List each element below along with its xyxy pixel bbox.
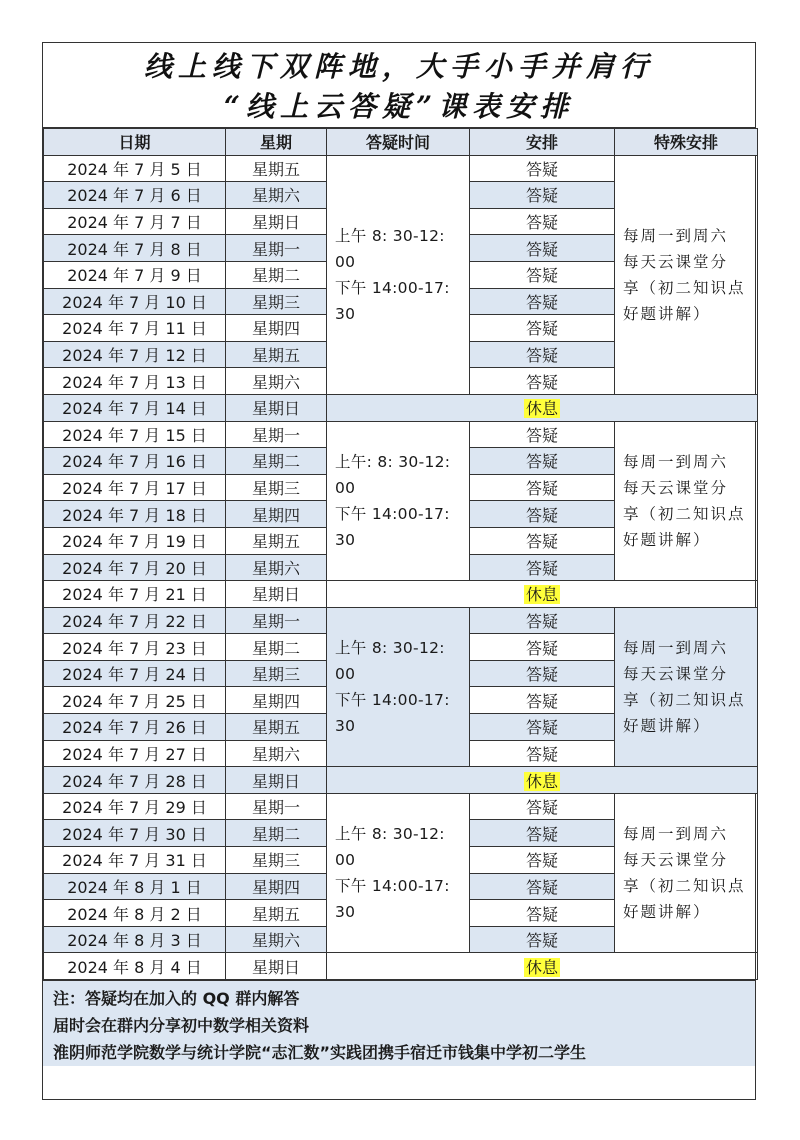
date-cell: 2024 年 7 月 28 日 <box>44 767 226 794</box>
arrangement-cell: 答疑 <box>470 501 615 528</box>
time-line: 上午 8: 30-12: <box>335 825 445 844</box>
arrangement-cell: 答疑 <box>470 288 615 315</box>
special-cell <box>615 607 758 767</box>
date-cell: 2024 年 7 月 15 日 <box>44 421 226 448</box>
rest-cell <box>327 953 758 980</box>
date-cell: 2024 年 7 月 16 日 <box>44 448 226 475</box>
rest-row <box>44 953 758 980</box>
time-line: 下午 14:00-17: <box>335 504 450 523</box>
arrangement-cell: 答疑 <box>470 793 615 820</box>
weekday-cell: 星期五 <box>226 155 327 182</box>
weekday-cell: 星期日 <box>226 953 327 980</box>
special-cell <box>615 155 758 394</box>
time-line: 下午 14:00-17: <box>335 278 450 297</box>
special-line: 好题讲解） <box>623 716 711 735</box>
arrangement-cell: 答疑 <box>470 607 615 634</box>
weekday-cell: 星期六 <box>226 554 327 581</box>
rest-label: 休息 <box>525 957 558 977</box>
arrangement-cell: 答疑 <box>470 474 615 501</box>
weekday-cell: 星期六 <box>226 740 327 767</box>
arrangement-cell: 答疑 <box>470 527 615 554</box>
date-cell: 2024 年 7 月 17 日 <box>44 474 226 501</box>
time-line: 上午 8: 30-12: <box>335 638 445 657</box>
arrangement-cell: 答疑 <box>470 341 615 368</box>
header-arrangement: 安排 <box>470 129 615 156</box>
schedule-sheet <box>42 42 756 1100</box>
rest-label: 休息 <box>525 771 558 791</box>
special-line: 好题讲解） <box>623 530 711 549</box>
header-date: 日期 <box>44 129 226 156</box>
time-line: 下午 14:00-17: <box>335 690 450 709</box>
time-cell <box>327 421 470 581</box>
arrangement-cell: 答疑 <box>470 182 615 209</box>
special-cell <box>615 421 758 581</box>
arrangement-cell: 答疑 <box>470 155 615 182</box>
date-cell: 2024 年 7 月 26 日 <box>44 714 226 741</box>
special-cell <box>615 793 758 953</box>
weekday-cell: 星期一 <box>226 235 327 262</box>
weekday-cell: 星期六 <box>226 182 327 209</box>
date-cell: 2024 年 7 月 10 日 <box>44 288 226 315</box>
arrangement-cell: 答疑 <box>470 740 615 767</box>
header-time: 答疑时间 <box>327 129 470 156</box>
table-row <box>44 421 758 448</box>
weekday-cell: 星期一 <box>226 793 327 820</box>
date-cell: 2024 年 7 月 8 日 <box>44 235 226 262</box>
arrangement-cell: 答疑 <box>470 687 615 714</box>
date-cell: 2024 年 7 月 11 日 <box>44 315 226 342</box>
special-line: 享（初二知识点 <box>623 877 746 896</box>
special-line: 享（初二知识点 <box>623 504 746 523</box>
date-cell: 2024 年 7 月 5 日 <box>44 155 226 182</box>
date-cell: 2024 年 7 月 7 日 <box>44 208 226 235</box>
date-cell: 2024 年 7 月 14 日 <box>44 394 226 421</box>
note-line-3: 淮阴师范学院数学与统计学院“志汇数”实践团携手宿迁市钱集中学初二学生 <box>53 1043 587 1062</box>
weekday-cell: 星期三 <box>226 847 327 874</box>
special-line: 好题讲解） <box>623 903 711 922</box>
weekday-cell: 星期五 <box>226 714 327 741</box>
table-header-row <box>44 129 758 156</box>
table-row <box>44 793 758 820</box>
date-cell: 2024 年 7 月 12 日 <box>44 341 226 368</box>
weekday-cell: 星期四 <box>226 687 327 714</box>
arrangement-cell: 答疑 <box>470 208 615 235</box>
notes-block <box>43 980 755 1066</box>
table-row <box>44 155 758 182</box>
arrangement-cell: 答疑 <box>470 368 615 395</box>
rest-row <box>44 767 758 794</box>
time-cell <box>327 155 470 394</box>
header-special: 特殊安排 <box>615 129 758 156</box>
date-cell: 2024 年 8 月 3 日 <box>44 926 226 953</box>
date-cell: 2024 年 7 月 22 日 <box>44 607 226 634</box>
special-line: 每周一到周六 <box>623 226 729 245</box>
arrangement-cell: 答疑 <box>470 900 615 927</box>
weekday-cell: 星期日 <box>226 581 327 608</box>
arrangement-cell: 答疑 <box>470 421 615 448</box>
time-line: 下午 14:00-17: <box>335 877 450 896</box>
date-cell: 2024 年 8 月 1 日 <box>44 873 226 900</box>
weekday-cell: 星期一 <box>226 421 327 448</box>
arrangement-cell: 答疑 <box>470 660 615 687</box>
note-line-2: 届时会在群内分享初中数学相关资料 <box>53 1016 310 1035</box>
date-cell: 2024 年 7 月 27 日 <box>44 740 226 767</box>
rest-cell <box>327 394 758 421</box>
weekday-cell: 星期三 <box>226 660 327 687</box>
date-cell: 2024 年 8 月 4 日 <box>44 953 226 980</box>
date-cell: 2024 年 7 月 9 日 <box>44 261 226 288</box>
arrangement-cell: 答疑 <box>470 554 615 581</box>
time-line: 30 <box>335 903 356 922</box>
title-line-1: 线上线下双阵地，大手小手并肩行 <box>143 50 654 83</box>
weekday-cell: 星期二 <box>226 820 327 847</box>
arrangement-cell: 答疑 <box>470 261 615 288</box>
note-line-1: 注：答疑均在加入的 QQ 群内解答 <box>53 989 300 1008</box>
time-line: 00 <box>335 664 356 683</box>
header-weekday: 星期 <box>226 129 327 156</box>
special-line: 每周一到周六 <box>623 452 729 471</box>
arrangement-cell: 答疑 <box>470 847 615 874</box>
weekday-cell: 星期三 <box>226 474 327 501</box>
arrangement-cell: 答疑 <box>470 448 615 475</box>
date-cell: 2024 年 7 月 29 日 <box>44 793 226 820</box>
time-line: 上午 8: 30-12: <box>335 226 445 245</box>
arrangement-cell: 答疑 <box>470 926 615 953</box>
date-cell: 2024 年 7 月 21 日 <box>44 581 226 608</box>
weekday-cell: 星期三 <box>226 288 327 315</box>
date-cell: 2024 年 7 月 23 日 <box>44 634 226 661</box>
rest-cell <box>327 581 758 608</box>
rest-row <box>44 394 758 421</box>
schedule-body <box>44 155 758 979</box>
weekday-cell: 星期五 <box>226 341 327 368</box>
weekday-cell: 星期五 <box>226 527 327 554</box>
weekday-cell: 星期二 <box>226 634 327 661</box>
weekday-cell: 星期四 <box>226 315 327 342</box>
date-cell: 2024 年 8 月 2 日 <box>44 900 226 927</box>
time-line: 30 <box>335 304 356 323</box>
date-cell: 2024 年 7 月 20 日 <box>44 554 226 581</box>
date-cell: 2024 年 7 月 31 日 <box>44 847 226 874</box>
schedule-table <box>43 128 758 980</box>
arrangement-cell: 答疑 <box>470 714 615 741</box>
special-line: 享（初二知识点 <box>623 690 746 709</box>
special-line: 每周一到周六 <box>623 825 729 844</box>
title-block <box>43 43 755 128</box>
special-line: 好题讲解） <box>623 304 711 323</box>
weekday-cell: 星期日 <box>226 208 327 235</box>
rest-label: 休息 <box>525 399 558 419</box>
special-line: 每天云课堂分 <box>623 252 729 271</box>
time-cell <box>327 607 470 767</box>
time-line: 00 <box>335 252 356 271</box>
time-line: 00 <box>335 851 356 870</box>
weekday-cell: 星期六 <box>226 368 327 395</box>
weekday-cell: 星期六 <box>226 926 327 953</box>
weekday-cell: 星期四 <box>226 873 327 900</box>
time-line: 上午: 8: 30-12: <box>335 452 451 471</box>
date-cell: 2024 年 7 月 24 日 <box>44 660 226 687</box>
weekday-cell: 星期二 <box>226 261 327 288</box>
rest-row <box>44 581 758 608</box>
time-line: 30 <box>335 530 356 549</box>
time-cell <box>327 793 470 953</box>
special-line: 每周一到周六 <box>623 638 729 657</box>
date-cell: 2024 年 7 月 13 日 <box>44 368 226 395</box>
special-line: 每天云课堂分 <box>623 664 729 683</box>
time-line: 00 <box>335 478 356 497</box>
special-line: 享（初二知识点 <box>623 278 746 297</box>
arrangement-cell: 答疑 <box>470 235 615 262</box>
rest-cell <box>327 767 758 794</box>
date-cell: 2024 年 7 月 25 日 <box>44 687 226 714</box>
title-line-2: “线上云答疑”课表安排 <box>223 90 575 123</box>
table-row <box>44 607 758 634</box>
time-line: 30 <box>335 716 356 735</box>
special-line: 每天云课堂分 <box>623 851 729 870</box>
weekday-cell: 星期一 <box>226 607 327 634</box>
arrangement-cell: 答疑 <box>470 315 615 342</box>
weekday-cell: 星期四 <box>226 501 327 528</box>
date-cell: 2024 年 7 月 30 日 <box>44 820 226 847</box>
arrangement-cell: 答疑 <box>470 820 615 847</box>
date-cell: 2024 年 7 月 19 日 <box>44 527 226 554</box>
date-cell: 2024 年 7 月 6 日 <box>44 182 226 209</box>
date-cell: 2024 年 7 月 18 日 <box>44 501 226 528</box>
special-line: 每天云课堂分 <box>623 478 729 497</box>
weekday-cell: 星期日 <box>226 394 327 421</box>
weekday-cell: 星期二 <box>226 448 327 475</box>
arrangement-cell: 答疑 <box>470 873 615 900</box>
arrangement-cell: 答疑 <box>470 634 615 661</box>
weekday-cell: 星期日 <box>226 767 327 794</box>
weekday-cell: 星期五 <box>226 900 327 927</box>
rest-label: 休息 <box>525 585 558 605</box>
